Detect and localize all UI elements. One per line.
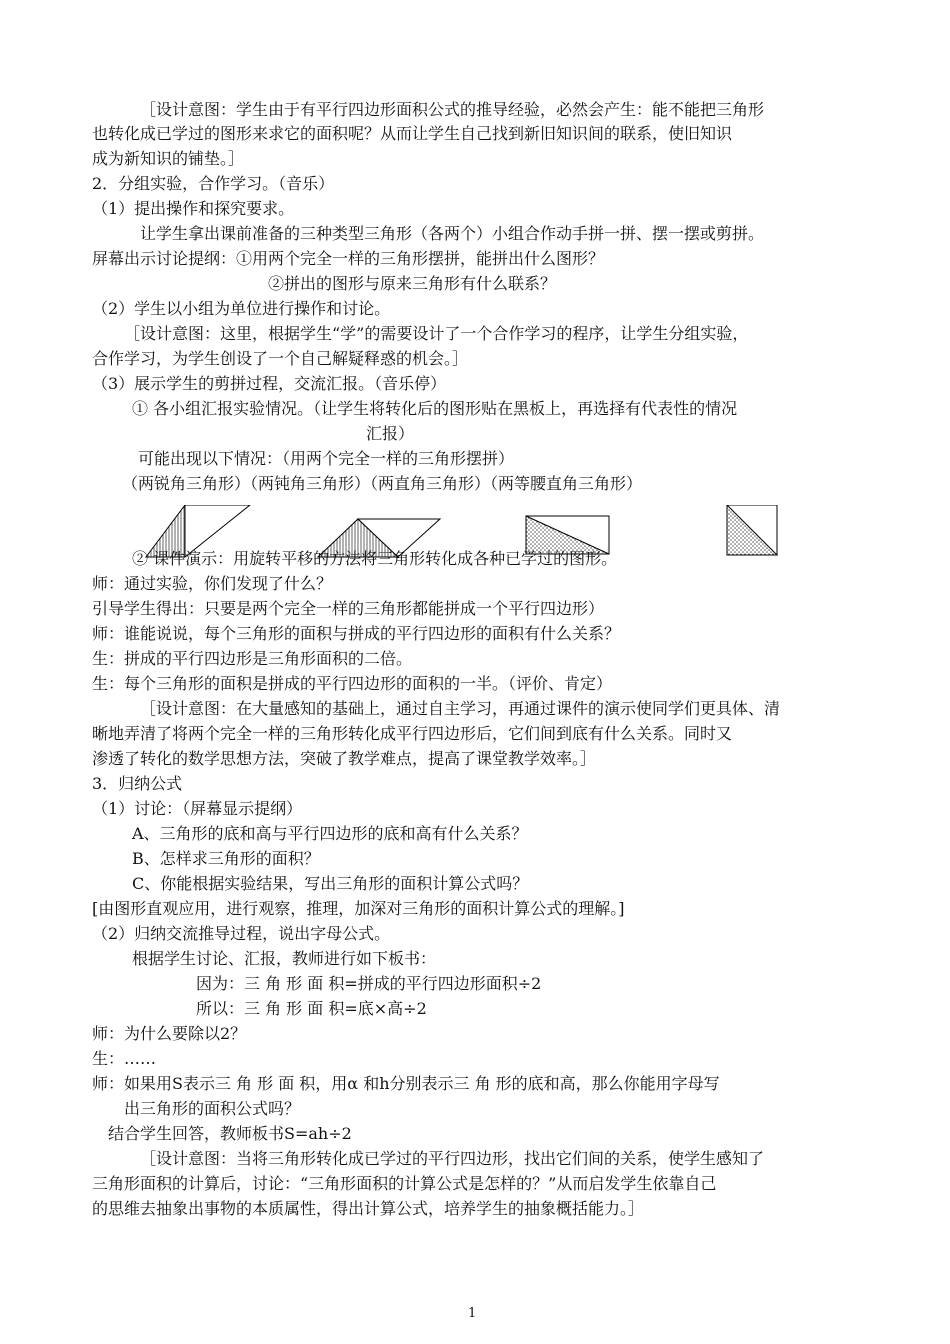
question-item: B、怎样求三角形的面积？ <box>132 849 320 868</box>
body-text: 屏幕出示讨论提纲：①用两个完全一样的三角形摆拼，能拼出什么图形？ <box>92 249 605 268</box>
dialogue-line: 生：…… <box>92 1049 157 1068</box>
section-heading: 2．分组实验，合作学习。（音乐） <box>92 174 335 193</box>
dialogue-line: 生：每个三角形的面积是拼成的平行四边形的面积的一半。（评价、肯定） <box>92 674 613 693</box>
design-intent-paragraph: ［设计意图：这里，根据学生“学”的需要设计了一个合作学习的程序，让学生分组实验， <box>124 324 749 343</box>
subsection-heading: （3）展示学生的剪拼过程，交流汇报。（音乐停） <box>92 374 447 393</box>
design-intent-paragraph: 三角形面积的计算后，讨论：“三角形面积的计算公式是怎样的？”从而启发学生依靠自己 <box>92 1174 717 1193</box>
isosceles-right-triangles-square-shape <box>727 505 777 555</box>
body-text: 让学生拿出课前准备的三种类型三角形（各两个）小组合作动手拼一拼、摆一摆或剪拼。 <box>140 224 765 243</box>
question-item: C、你能根据实验结果，写出三角形的面积计算公式吗？ <box>132 874 529 893</box>
dialogue-line: 师：为什么要除以2？ <box>92 1024 247 1043</box>
design-intent-paragraph: 也转化成已学过的图形来求它的面积呢？从而让学生自己找到新旧知识间的联系，使旧知识 <box>92 124 733 143</box>
page-number: 1 <box>468 1306 477 1321</box>
dialogue-line: 师：谁能说说，每个三角形的面积与拼成的平行四边形的面积有什么关系？ <box>92 624 621 643</box>
design-intent-paragraph: 的思维去抽象出事物的本质属性，得出计算公式，培养学生的抽象概括能力。］ <box>92 1199 645 1218</box>
section-heading: 3．归纳公式 <box>92 774 183 793</box>
question-item: A、三角形的底和高与平行四边形的底和高有什么关系？ <box>132 824 528 843</box>
subsection-heading: （1）讨论：（屏幕显示提纲） <box>92 799 303 818</box>
dialogue-line: 师：通过实验，你们发现了什么？ <box>92 574 333 593</box>
design-intent-paragraph: 晰地弄清了将两个完全一样的三角形转化成平行四边形后，它们间到底有什么关系。同时又 <box>92 724 733 743</box>
design-intent-paragraph: ［设计意图：在大量感知的基础上，通过自主学习，再通过课件的演示使同学们更具体、清 <box>140 699 781 718</box>
body-text: 结合学生回答，教师板书S=ah÷2 <box>108 1124 352 1143</box>
subsection-heading: （2）学生以小组为单位进行操作和讨论。 <box>92 299 391 318</box>
body-text: 根据学生讨论、汇报，教师进行如下板书： <box>132 949 437 968</box>
design-intent-paragraph: 合作学习，为学生创设了一个自己解疑释惑的机会。］ <box>92 349 469 368</box>
design-intent-paragraph: ［设计意图：当将三角形转化成已学过的平行四边形，找出它们间的关系，使学生感知了 <box>140 1149 765 1168</box>
design-intent-paragraph: 成为新知识的铺垫。］ <box>92 149 245 168</box>
subsection-heading: （1）提出操作和探究要求。 <box>92 199 295 218</box>
design-intent-paragraph: ［设计意图：学生由于有平行四边形面积公式的推导经验，必然会产生：能不能把三角形 <box>140 100 765 119</box>
dialogue-line: 出三角形的面积公式吗？ <box>124 1099 301 1118</box>
dialogue-line: 生：拼成的平行四边形是三角形面积的二倍。 <box>92 649 413 668</box>
body-text: ② 课件演示：用旋转平移的方法将三角形转化成各种已学过的图形。 <box>132 549 618 568</box>
subsection-heading: （2）归纳交流推导过程，说出字母公式。 <box>92 924 391 943</box>
design-intent-paragraph: 渗透了转化的数学思想方法，突破了教学难点，提高了课堂教学效率。］ <box>92 749 597 768</box>
body-text: ②拼出的图形与原来三角形有什么联系？ <box>268 274 557 293</box>
formula-line: 因为：三 角 形 面 积=拼成的平行四边形面积÷2 <box>196 974 542 993</box>
figure-caption: （两锐角三角形）（两钝角三角形）（两直角三角形）（两等腰直角三角形） <box>122 474 643 493</box>
body-text: ① 各小组汇报实验情况。（让学生将转化后的图形贴在黑板上，再选择有代表性的情况 <box>132 399 738 418</box>
body-text: 可能出现以下情况：（用两个完全一样的三角形摆拼） <box>138 449 515 468</box>
dialogue-line: 引导学生得出：只要是两个完全一样的三角形都能拼成一个平行四边形） <box>92 599 605 618</box>
dialogue-line: 师：如果用S表示三 角 形 面 积，用α 和h分别表示三 角 形的底和高，那么你能用字母写 <box>92 1074 720 1093</box>
formula-line: 所以：三 角 形 面 积=底×高÷2 <box>196 999 427 1018</box>
body-text: 汇报） <box>366 424 415 443</box>
design-intent-paragraph: [由图形直观应用，进行观察，推理，加深对三角形的面积计算公式的理解。] <box>92 899 625 918</box>
